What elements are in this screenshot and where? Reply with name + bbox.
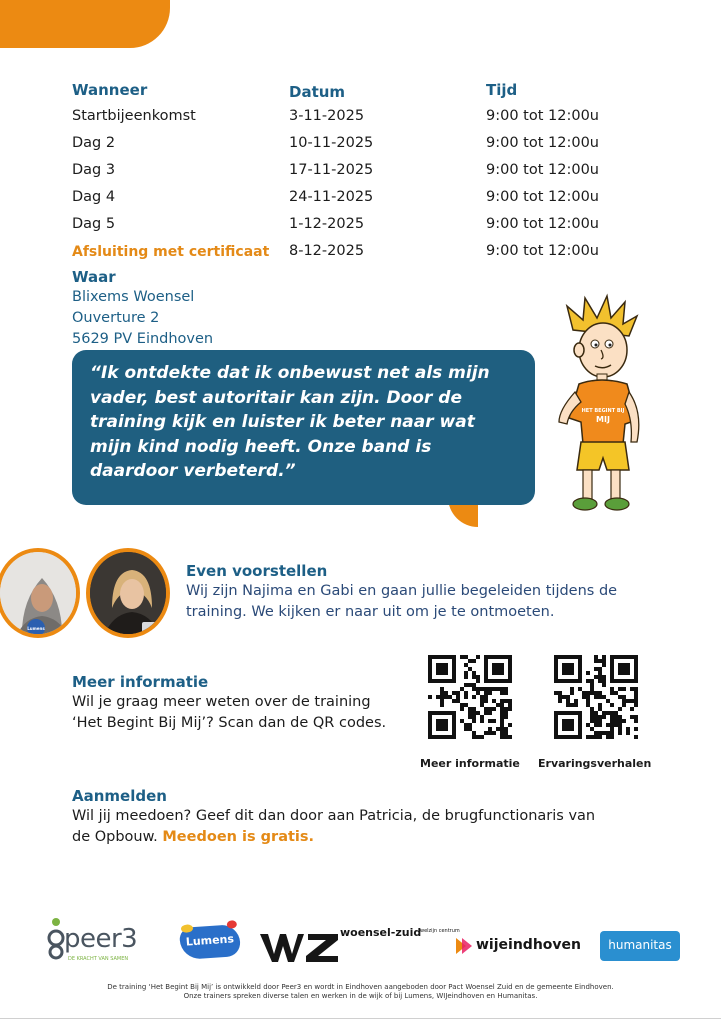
mascot-shoe [573, 498, 597, 510]
lumens-accent-icon [181, 924, 194, 933]
qr-label-info: Meer informatie [420, 757, 520, 770]
face-shape [31, 584, 53, 612]
row-date: 8-12-2025 [289, 243, 365, 259]
mascot-shoe [605, 498, 629, 510]
woensel-sub: welzijn centrum [420, 928, 460, 934]
peer3-name: peer3 [64, 924, 138, 954]
intro-title: Even voorstellen [186, 562, 328, 580]
row-time: 9:00 tot 12:00u [486, 135, 599, 151]
footer-note [20, 983, 701, 1001]
logo-peer3 [46, 916, 166, 964]
location-title: Waar [72, 268, 116, 286]
row-time: 9:00 tot 12:00u [486, 162, 599, 178]
row-when: Startbijeenkomst [72, 108, 196, 124]
free-notice: Meedoen is gratis. [162, 829, 315, 845]
row-date: 24-11-2025 [289, 189, 374, 205]
footer-line: De training ‘Het Begint Bij Mij’ is ontwikkeld door Peer3 en wordt in Eindhoven aangeboden door Pact Woensel Zuid en de gemeente Eindhoven. [107, 983, 614, 991]
location-street: Ouverture 2 [72, 310, 160, 326]
quote-line: vader, best autoritair kan zijn. Door de [90, 387, 462, 408]
row-when-final: Afsluiting met certificaat [72, 244, 270, 260]
humanitas-name: humanitas [608, 938, 672, 952]
intro-line: Wij zijn Najima en Gabi en gaan jullie begeleiden tijdens de [186, 583, 618, 599]
logo-woensel-zuid [258, 924, 460, 964]
intro-line: training. We kijken er naar uit om je te ontmoeten. [186, 604, 555, 620]
bottom-divider [0, 1018, 721, 1019]
avatar-gabi [86, 548, 170, 638]
signup-text [72, 806, 595, 848]
logo-lumens [179, 924, 241, 960]
row-date: 1-12-2025 [289, 216, 365, 232]
logo-wijeindhoven [456, 934, 586, 958]
mascot-leg [583, 470, 592, 500]
row-time: 9:00 tot 12:00u [486, 243, 599, 259]
quote-line: daardoor verbeterd.” [90, 461, 296, 481]
mascot-shirt-text: MIJ [596, 415, 610, 424]
qr-code-stories[interactable] [554, 655, 638, 739]
signup-line [72, 827, 595, 848]
qr-label-stories: Ervaringsverhalen [538, 757, 652, 770]
lumens-badge-text: Lumens [27, 626, 45, 631]
peer3-figure-icon [46, 916, 66, 960]
woensel-wz-icon [260, 930, 340, 964]
logo-humanitas [600, 931, 680, 961]
quote-line: “Ik ontdekte dat ik onbewust net als mijn [90, 363, 490, 383]
wij-name: wijeindhoven [476, 937, 581, 953]
mascot-pupil [609, 344, 612, 347]
footer-line: Onze trainers spreken diverse talen en werken in de wijk of bij Lumens, WIJeindhoven en Humanitas. [183, 992, 538, 1000]
quote-line: mijn kind nodig heeft. Onze band is [90, 436, 432, 457]
signup-line-start: de Opbouw. [72, 829, 163, 845]
mascot-shirt-text: HET BEGINT BIJ [581, 408, 625, 414]
laptop-icon [142, 622, 168, 638]
info-line: ‘Het Begint Bij Mij’? Scan dan de QR codes. [72, 715, 387, 731]
lumens-accent-icon [227, 920, 238, 929]
info-line: Wil je graag meer weten over de training [72, 694, 371, 710]
avatar-najima [0, 548, 80, 638]
woensel-name: woensel-zuid [340, 926, 422, 939]
row-time: 9:00 tot 12:00u [486, 216, 599, 232]
row-date: 10-11-2025 [289, 135, 374, 151]
person-photo-icon [0, 552, 80, 638]
mascot-leg [611, 470, 620, 500]
row-date: 17-11-2025 [289, 162, 374, 178]
mascot-illustration [545, 292, 655, 514]
info-text [72, 692, 386, 734]
signup-line: Wil jij meedoen? Geef dit dan door aan Patricia, de brugfunctionaris van [72, 808, 596, 824]
lumens-name: Lumens [185, 932, 235, 949]
mascot-head [579, 323, 627, 377]
peer3-tagline: DE KRACHT VAN SAMEN [68, 956, 129, 962]
signup-title: Aanmelden [72, 787, 167, 805]
header-when: Wanneer [72, 81, 148, 99]
row-when: Dag 4 [72, 189, 116, 205]
intro-text [186, 581, 617, 623]
mascot-shorts [577, 442, 629, 470]
row-when: Dag 5 [72, 216, 116, 232]
row-time: 9:00 tot 12:00u [486, 108, 599, 124]
mascot-ear [574, 343, 584, 357]
location-city: 5629 PV Eindhoven [72, 331, 214, 347]
person-photo-icon [90, 552, 170, 638]
testimonial-quote [90, 361, 520, 484]
header-time: Tijd [486, 81, 518, 99]
row-when: Dag 3 [72, 162, 116, 178]
header-date: Datum [289, 83, 346, 101]
row-date: 3-11-2025 [289, 108, 365, 124]
quote-line: training kijk en luister ik beter naar wat [90, 412, 475, 432]
info-title: Meer informatie [72, 673, 209, 691]
row-time: 9:00 tot 12:00u [486, 189, 599, 205]
qr-code-info[interactable] [428, 655, 512, 739]
mascot-pupil [595, 344, 598, 347]
row-when: Dag 2 [72, 135, 116, 151]
wij-arrow-icon [456, 936, 474, 956]
corner-decoration [0, 0, 170, 48]
location-name: Blixems Woensel [72, 289, 195, 305]
face-shape [120, 579, 144, 609]
